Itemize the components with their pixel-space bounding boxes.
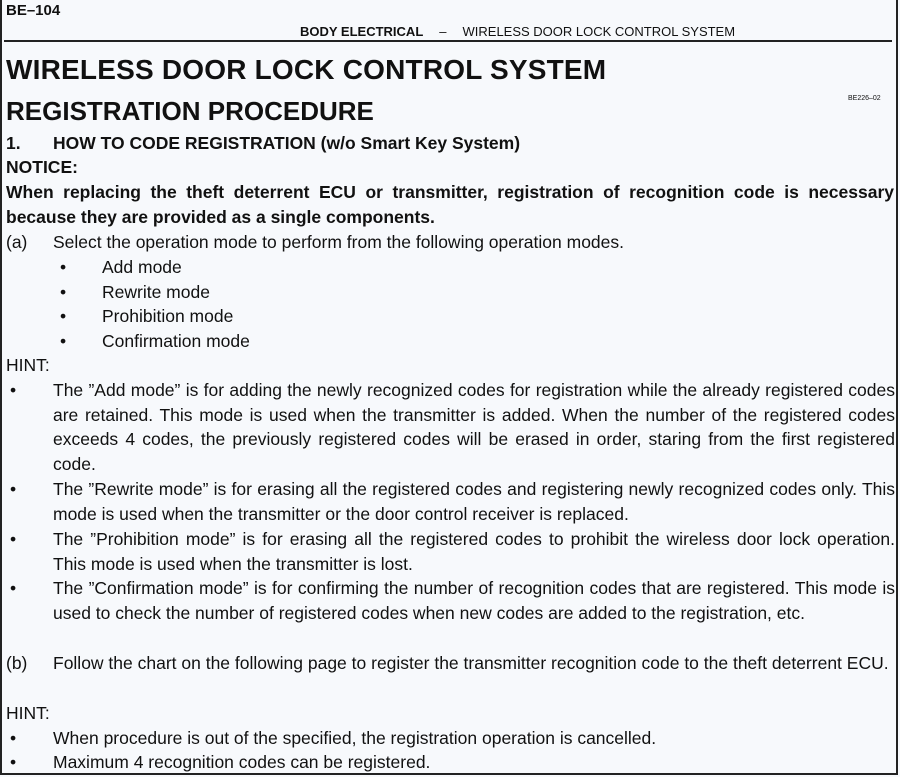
hint-item: The ”Confirmation mode” is for confirming the number of recognition codes that are registered. This mode is used to check the number of registered codes when new codes are added to the registration, etc. (53, 578, 895, 623)
hint-item: The ”Rewrite mode” is for erasing all the registered codes and registering newly recognized codes only. This mode is used when the transmitter or the door control receiver is replaced. (53, 479, 895, 524)
hint-item: When procedure is out of the specified, the registration operation is cancelled. (53, 728, 657, 748)
reference-code: BE226–02 (848, 95, 881, 102)
bullet: • (10, 529, 17, 549)
bullet: • (60, 331, 67, 351)
bullet: • (10, 752, 17, 772)
mode-item: Add mode (102, 257, 182, 277)
sub-a-letter: (a) (6, 232, 28, 252)
header-separator: – (439, 24, 447, 39)
hint-label: HINT: (6, 703, 50, 723)
bullet: • (60, 306, 67, 326)
sub-b-letter: (b) (6, 653, 28, 673)
section-name: BODY ELECTRICAL (300, 24, 424, 39)
hint-item: Maximum 4 recognition codes can be registered. (53, 752, 431, 772)
bullet: • (10, 380, 17, 400)
running-header (300, 24, 735, 39)
subsection-name: WIRELESS DOOR LOCK CONTROL SYSTEM (462, 24, 736, 39)
bullet: • (60, 282, 67, 302)
page-subtitle: REGISTRATION PROCEDURE (6, 96, 374, 126)
step-number: 1. (6, 133, 21, 153)
bullet: • (10, 578, 17, 598)
page-title: WIRELESS DOOR LOCK CONTROL SYSTEM (6, 54, 607, 85)
bullet: • (60, 257, 67, 277)
mode-item: Prohibition mode (102, 306, 234, 326)
bullet: • (10, 479, 17, 499)
header-rule (4, 40, 892, 42)
mode-item: Confirmation mode (102, 331, 250, 351)
sub-a-text: Select the operation mode to perform from the following operation modes. (53, 232, 625, 252)
step-1 (6, 131, 521, 155)
hint-item: The ”Prohibition mode” is for erasing all the registered codes to prohibit the wireless door lock operation. This mode is used when the transmitter is lost. (53, 529, 895, 574)
hint-label: HINT: (6, 355, 50, 375)
step-heading: HOW TO CODE REGISTRATION (w/o Smart Key System) (53, 133, 521, 153)
sub-b-text: Follow the chart on the following page to register the transmitter recognition code to the theft deterrent ECU. (53, 653, 889, 673)
hint-item: The ”Add mode” is for adding the newly recognized codes for registration while the already registered codes are retained. This mode is used when the transmitter is added. When the number of the registered codes exceeds 4 codes, the previously registered codes will be erased in order, staring from the first registered code. (53, 380, 895, 474)
page-code: BE–104 (6, 2, 61, 19)
notice-label: NOTICE: (6, 157, 78, 177)
bullet: • (10, 728, 17, 748)
mode-item: Rewrite mode (102, 282, 210, 302)
notice-text: When replacing the theft deterrent ECU or transmitter, registration of recognition code is necessary because they are provided as a single components. (6, 182, 894, 227)
